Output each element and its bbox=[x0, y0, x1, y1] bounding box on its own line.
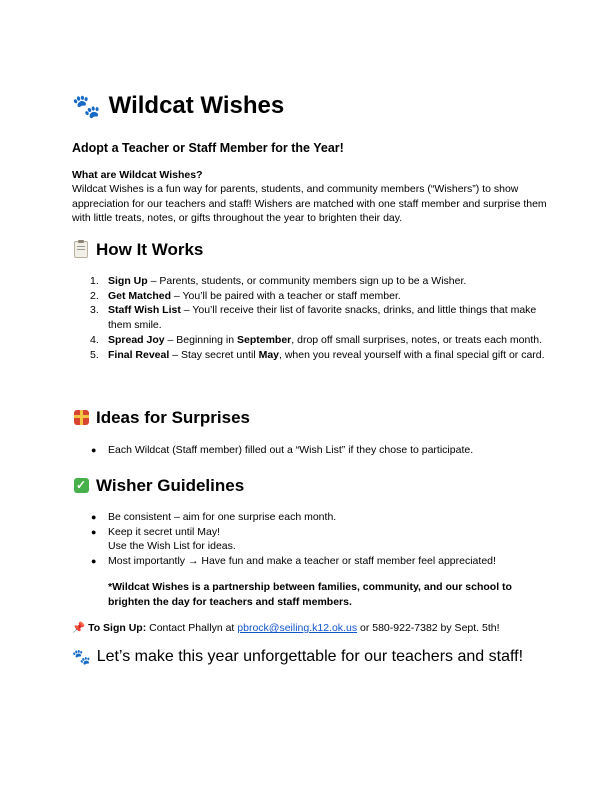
step-number: 1. bbox=[90, 275, 99, 287]
bullet-icon: ● bbox=[91, 445, 97, 455]
guidelines-heading bbox=[72, 476, 244, 496]
email-link[interactable]: pbrock@seiling.k12.ok.us bbox=[237, 622, 358, 634]
signup-text: or 580-922-7382 by Sept. 5th! bbox=[357, 622, 500, 634]
guideline-text: Most importantly → Have fun and make a teacher or staff member feel appreciated! bbox=[108, 555, 496, 568]
intro-paragraph: Wildcat Wishes is a fun way for parents, students, and community members (“Wishers”) to show appreciation for our teachers and staff! Wishers are matched with one staff member and surprise them with little treats, notes, or gifts throughout the year to brighten their day. bbox=[72, 183, 547, 225]
how-it-works-heading bbox=[72, 240, 203, 260]
list-item bbox=[72, 333, 550, 348]
how-it-works-heading-text: How It Works bbox=[96, 240, 204, 259]
step-text: – You’ll receive their list of favorite snacks, drinks, and little things that make them smile. bbox=[108, 304, 537, 332]
list-item bbox=[72, 510, 550, 525]
step-number: 2. bbox=[90, 289, 99, 302]
step-title: Staff Wish List bbox=[108, 304, 181, 317]
closing-line bbox=[72, 648, 523, 666]
subtitle: Adopt a Teacher or Staff Member for the Year! bbox=[72, 141, 344, 155]
step-emphasis: September bbox=[237, 333, 292, 346]
list-item bbox=[72, 443, 550, 458]
step-text: – Beginning in bbox=[164, 333, 237, 346]
step-text: – Stay secret until bbox=[169, 348, 259, 361]
step-number: 3. bbox=[90, 304, 99, 317]
list-item bbox=[72, 348, 550, 363]
signup-line bbox=[72, 621, 500, 634]
clipboard-icon bbox=[72, 241, 90, 259]
bullet-icon: ● bbox=[91, 512, 97, 522]
check-mark-icon: ✓ bbox=[72, 477, 90, 495]
step-text: – Parents, students, or community members sign up to be a Wisher. bbox=[147, 275, 467, 287]
step-text: , when you reveal yourself with a final special gift or card. bbox=[279, 348, 545, 361]
signup-text: Contact Phallyn at bbox=[146, 622, 238, 634]
partnership-note: *Wildcat Wishes is a partnership between families, community, and our school to brighten the day for teachers and staff members. bbox=[108, 581, 512, 608]
list-item bbox=[72, 525, 550, 554]
what-heading: What are Wildcat Wishes? bbox=[72, 169, 203, 181]
steps-list bbox=[72, 274, 550, 362]
bullet-icon: ● bbox=[91, 556, 97, 567]
guidelines-heading-text: Wisher Guidelines bbox=[96, 476, 245, 495]
list-item bbox=[72, 554, 550, 569]
pushpin-icon: 📌 bbox=[72, 622, 86, 634]
guidelines-list bbox=[72, 510, 550, 569]
gift-icon bbox=[72, 409, 90, 427]
guideline-text: Use the Wish List for ideas. bbox=[108, 540, 236, 553]
idea-text: Each Wildcat (Staff member) filled out a “Wish List” if they chose to participate. bbox=[108, 444, 474, 456]
step-title: Spread Joy bbox=[108, 333, 165, 346]
list-item bbox=[72, 274, 550, 289]
step-number: 5. bbox=[90, 348, 99, 361]
step-number: 4. bbox=[90, 333, 99, 346]
list-item bbox=[72, 303, 550, 332]
step-text: , drop off small surprises, notes, or treats each month. bbox=[291, 333, 543, 346]
page-title-text: Wildcat Wishes bbox=[108, 92, 285, 119]
step-title: Sign Up bbox=[108, 275, 148, 287]
ideas-heading bbox=[72, 408, 250, 428]
step-text: – You’ll be paired with a teacher or staff member. bbox=[171, 289, 401, 302]
step-title: Final Reveal bbox=[108, 348, 170, 361]
guideline-text: Keep it secret until May! bbox=[108, 525, 221, 538]
page-title bbox=[72, 92, 284, 120]
ideas-heading-text: Ideas for Surprises bbox=[96, 408, 251, 427]
paw-prints-icon: 🐾 bbox=[72, 649, 91, 666]
bullet-icon: ● bbox=[91, 526, 97, 537]
guideline-text: Be consistent – aim for one surprise each month. bbox=[108, 511, 337, 523]
step-title: Get Matched bbox=[108, 289, 172, 302]
list-item bbox=[72, 289, 550, 304]
ideas-list bbox=[72, 443, 550, 458]
step-emphasis: May bbox=[258, 348, 280, 361]
paw-prints-icon: 🐾 bbox=[72, 92, 101, 119]
signup-label: To Sign Up: bbox=[88, 622, 147, 634]
closing-text: Let’s make this year unforgettable for our teachers and staff! bbox=[96, 648, 524, 665]
